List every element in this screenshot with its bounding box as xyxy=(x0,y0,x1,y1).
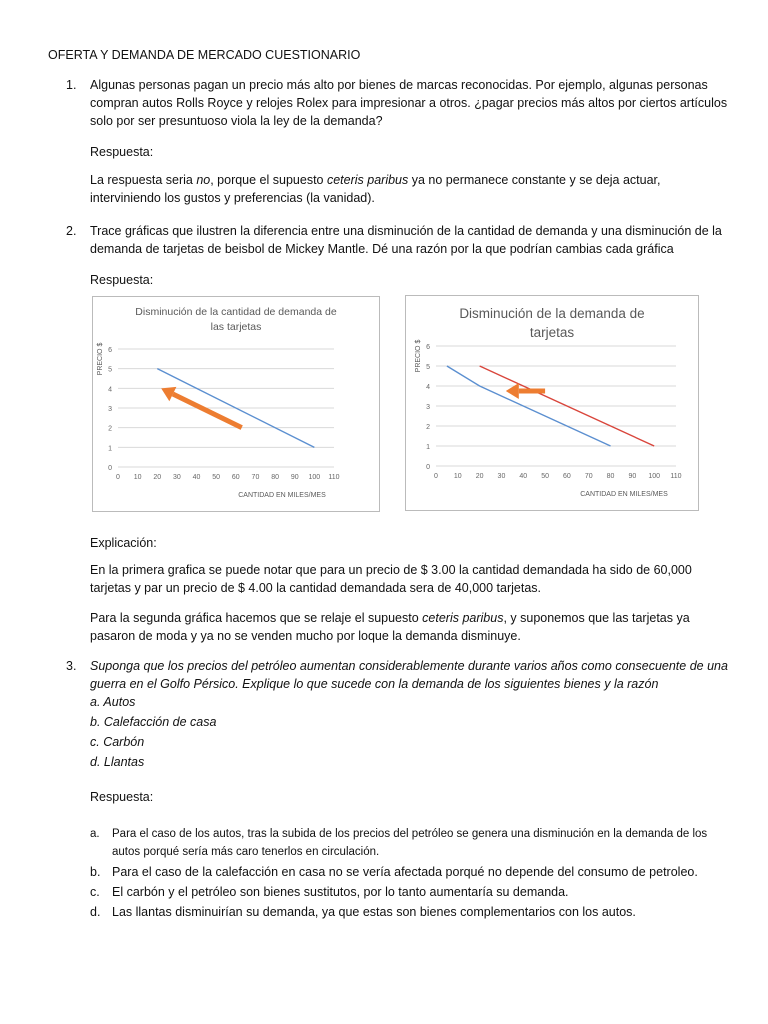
q2-explanation-part: Para la segunda gráfica hacemos que se relaje el supuesto xyxy=(90,611,423,625)
answer-text: Para el caso de la calefacción en casa no se vería afectada porqué no depende del consumo de petroleo. xyxy=(112,865,698,879)
x-tick-label: 20 xyxy=(475,473,484,480)
x-tick-label: 70 xyxy=(251,474,260,481)
x-tick-label: 100 xyxy=(308,474,321,481)
y-tick-label: 2 xyxy=(426,424,430,431)
x-tick-label: 40 xyxy=(192,474,201,481)
q3-option: d. Llantas xyxy=(90,755,145,769)
y-tick-label: 3 xyxy=(426,404,430,411)
answer-letter: a. xyxy=(90,828,100,840)
x-tick-label: 40 xyxy=(519,473,528,480)
q2-explanation-2 xyxy=(90,609,730,645)
chart-title-line: Disminución de la cantidad de demanda de xyxy=(135,306,337,318)
x-tick-label: 50 xyxy=(212,474,221,481)
q2-explanation-part: , y suponemos que las tarjetas ya pasaron de moda y ya no se venden mucho por loque la demanda disminuye. xyxy=(90,611,690,643)
arrow-shaft xyxy=(173,394,242,428)
q1-response-label: Respuesta: xyxy=(90,145,154,159)
q1-answer-part: , porque el supuesto xyxy=(210,173,327,187)
x-tick-label: 110 xyxy=(328,474,340,481)
q2-explanation-ceteris: ceteris paribus xyxy=(422,611,504,625)
x-axis-label: CANTIDAD EN MILES/MES xyxy=(580,491,668,498)
chart-quantity-demanded-svg xyxy=(93,297,379,511)
q3-answer-item xyxy=(90,863,730,881)
y-tick-label: 6 xyxy=(108,347,112,354)
y-axis-label: PRECIO $ xyxy=(415,339,422,373)
q1-answer-ceteris: ceteris paribus xyxy=(326,173,409,187)
q3-answer-list xyxy=(90,825,730,923)
x-tick-label: 0 xyxy=(116,474,120,481)
q3-answer-item xyxy=(90,903,730,921)
q2-explanation-label: Explicación: xyxy=(90,536,157,550)
x-tick-label: 110 xyxy=(670,473,682,480)
x-tick-label: 70 xyxy=(584,473,593,480)
y-tick-label: 0 xyxy=(426,464,430,471)
y-tick-label: 3 xyxy=(108,406,112,413)
y-tick-label: 5 xyxy=(426,364,430,371)
x-tick-label: 60 xyxy=(563,473,571,480)
q2-response-label: Respuesta: xyxy=(90,273,154,287)
answer-letter: c. xyxy=(90,885,100,899)
q3-response-label: Respuesta: xyxy=(90,790,154,804)
q1-answer-part: La respuesta seria xyxy=(90,173,197,187)
x-tick-label: 90 xyxy=(628,473,637,480)
answer-letter: b. xyxy=(90,865,101,879)
answer-letter: d. xyxy=(90,905,101,919)
x-tick-label: 0 xyxy=(434,473,438,480)
chart-demand-shift xyxy=(405,295,699,511)
x-tick-label: 100 xyxy=(648,473,661,480)
x-tick-label: 80 xyxy=(271,474,279,481)
q3-number: 3. xyxy=(66,659,77,673)
chart-quantity-demanded xyxy=(92,296,380,512)
x-tick-label: 80 xyxy=(606,473,615,480)
q2-explanation-1: En la primera grafica se puede notar que para un precio de $ 3.00 la cantidad demandada ha sido de 60,000 tarjetas y par un precio de $ 4.00 la cantidad demandada sera de 40,000 tarjetas. xyxy=(90,563,692,595)
arrow-head xyxy=(506,383,519,399)
q2-number: 2. xyxy=(66,224,77,238)
q3-answer-item xyxy=(90,883,730,901)
q3-answer-item xyxy=(90,825,730,861)
q3-option: c. Carbón xyxy=(90,735,145,749)
document-title: OFERTA Y DEMANDA DE MERCADO CUESTIONARIO xyxy=(48,48,361,62)
q3-text: Suponga que los precios del petróleo aumentan considerablemente durante varios años como consecuente de una guerra en el Golfo Pérsico. Explique lo que sucede con la demanda de los siguientes bienes y la razón xyxy=(90,659,728,691)
q1-answer-no: no xyxy=(196,173,211,187)
x-tick-label: 90 xyxy=(290,474,299,481)
q3-option: a. Autos xyxy=(90,695,136,709)
q1-answer-part: ya no permanece constante y se deja actuar, interviniendo los gustos y preferencias (la vanidad). xyxy=(90,173,661,205)
chart-demand-shift-svg xyxy=(406,296,698,510)
x-tick-label: 30 xyxy=(497,473,506,480)
q3-options xyxy=(90,693,730,771)
y-axis-label: PRECIO $ xyxy=(97,342,104,376)
x-tick-label: 20 xyxy=(153,474,162,481)
y-tick-label: 5 xyxy=(108,366,112,374)
y-tick-label: 2 xyxy=(108,425,112,433)
y-tick-label: 0 xyxy=(108,465,112,472)
x-axis-label: CANTIDAD EN MILES/MES xyxy=(238,492,326,499)
q3-option: b. Calefacción de casa xyxy=(90,715,217,729)
chart-title-line: Disminución de la demanda de xyxy=(459,306,645,321)
q1-number: 1. xyxy=(66,78,77,92)
answer-text: El carbón y el petróleo son bienes sustitutos, por lo tanto aumentaría su demanda. xyxy=(112,885,569,899)
x-tick-label: 10 xyxy=(453,473,462,480)
y-tick-label: 4 xyxy=(108,386,112,394)
chart-title-line: tarjetas xyxy=(529,325,575,340)
x-tick-label: 50 xyxy=(541,473,549,480)
x-tick-label: 60 xyxy=(231,474,240,481)
y-tick-label: 6 xyxy=(426,344,430,351)
chart-title-line: las tarjetas xyxy=(210,321,262,333)
q2-text: Trace gráficas que ilustren la diferencia entre una disminución de la cantidad de demanda y una disminución de la demanda de tarjetas de beisbol de Mickey Mantle. Dé una razón por la que podrían cambias cada gráfica xyxy=(90,224,722,256)
x-tick-label: 10 xyxy=(133,474,142,481)
q1-answer xyxy=(90,171,730,207)
q1-text: Algunas personas pagan un precio más alto por bienes de marcas reconocidas. Por ejemplo, algunas personas compran autos Rolls Royce y relojes Rolex para impresionar a otros. ¿pagar precios más altos por ciertos artículos solo por ser presuntuoso viola la ley de la demanda? xyxy=(90,78,728,128)
answer-text: Las llantas disminuirían su demanda, ya que estas son bienes complementarios con los autos. xyxy=(112,905,636,919)
y-tick-label: 1 xyxy=(108,445,112,453)
answer-text: Para el caso de los autos, tras la subida de los precios del petróleo se genera una disminución en la demanda de los autos porqué sería más caro tenerlos en circulación. xyxy=(112,828,708,858)
x-tick-label: 30 xyxy=(173,474,181,481)
y-tick-label: 1 xyxy=(426,444,430,451)
y-tick-label: 4 xyxy=(426,384,430,391)
